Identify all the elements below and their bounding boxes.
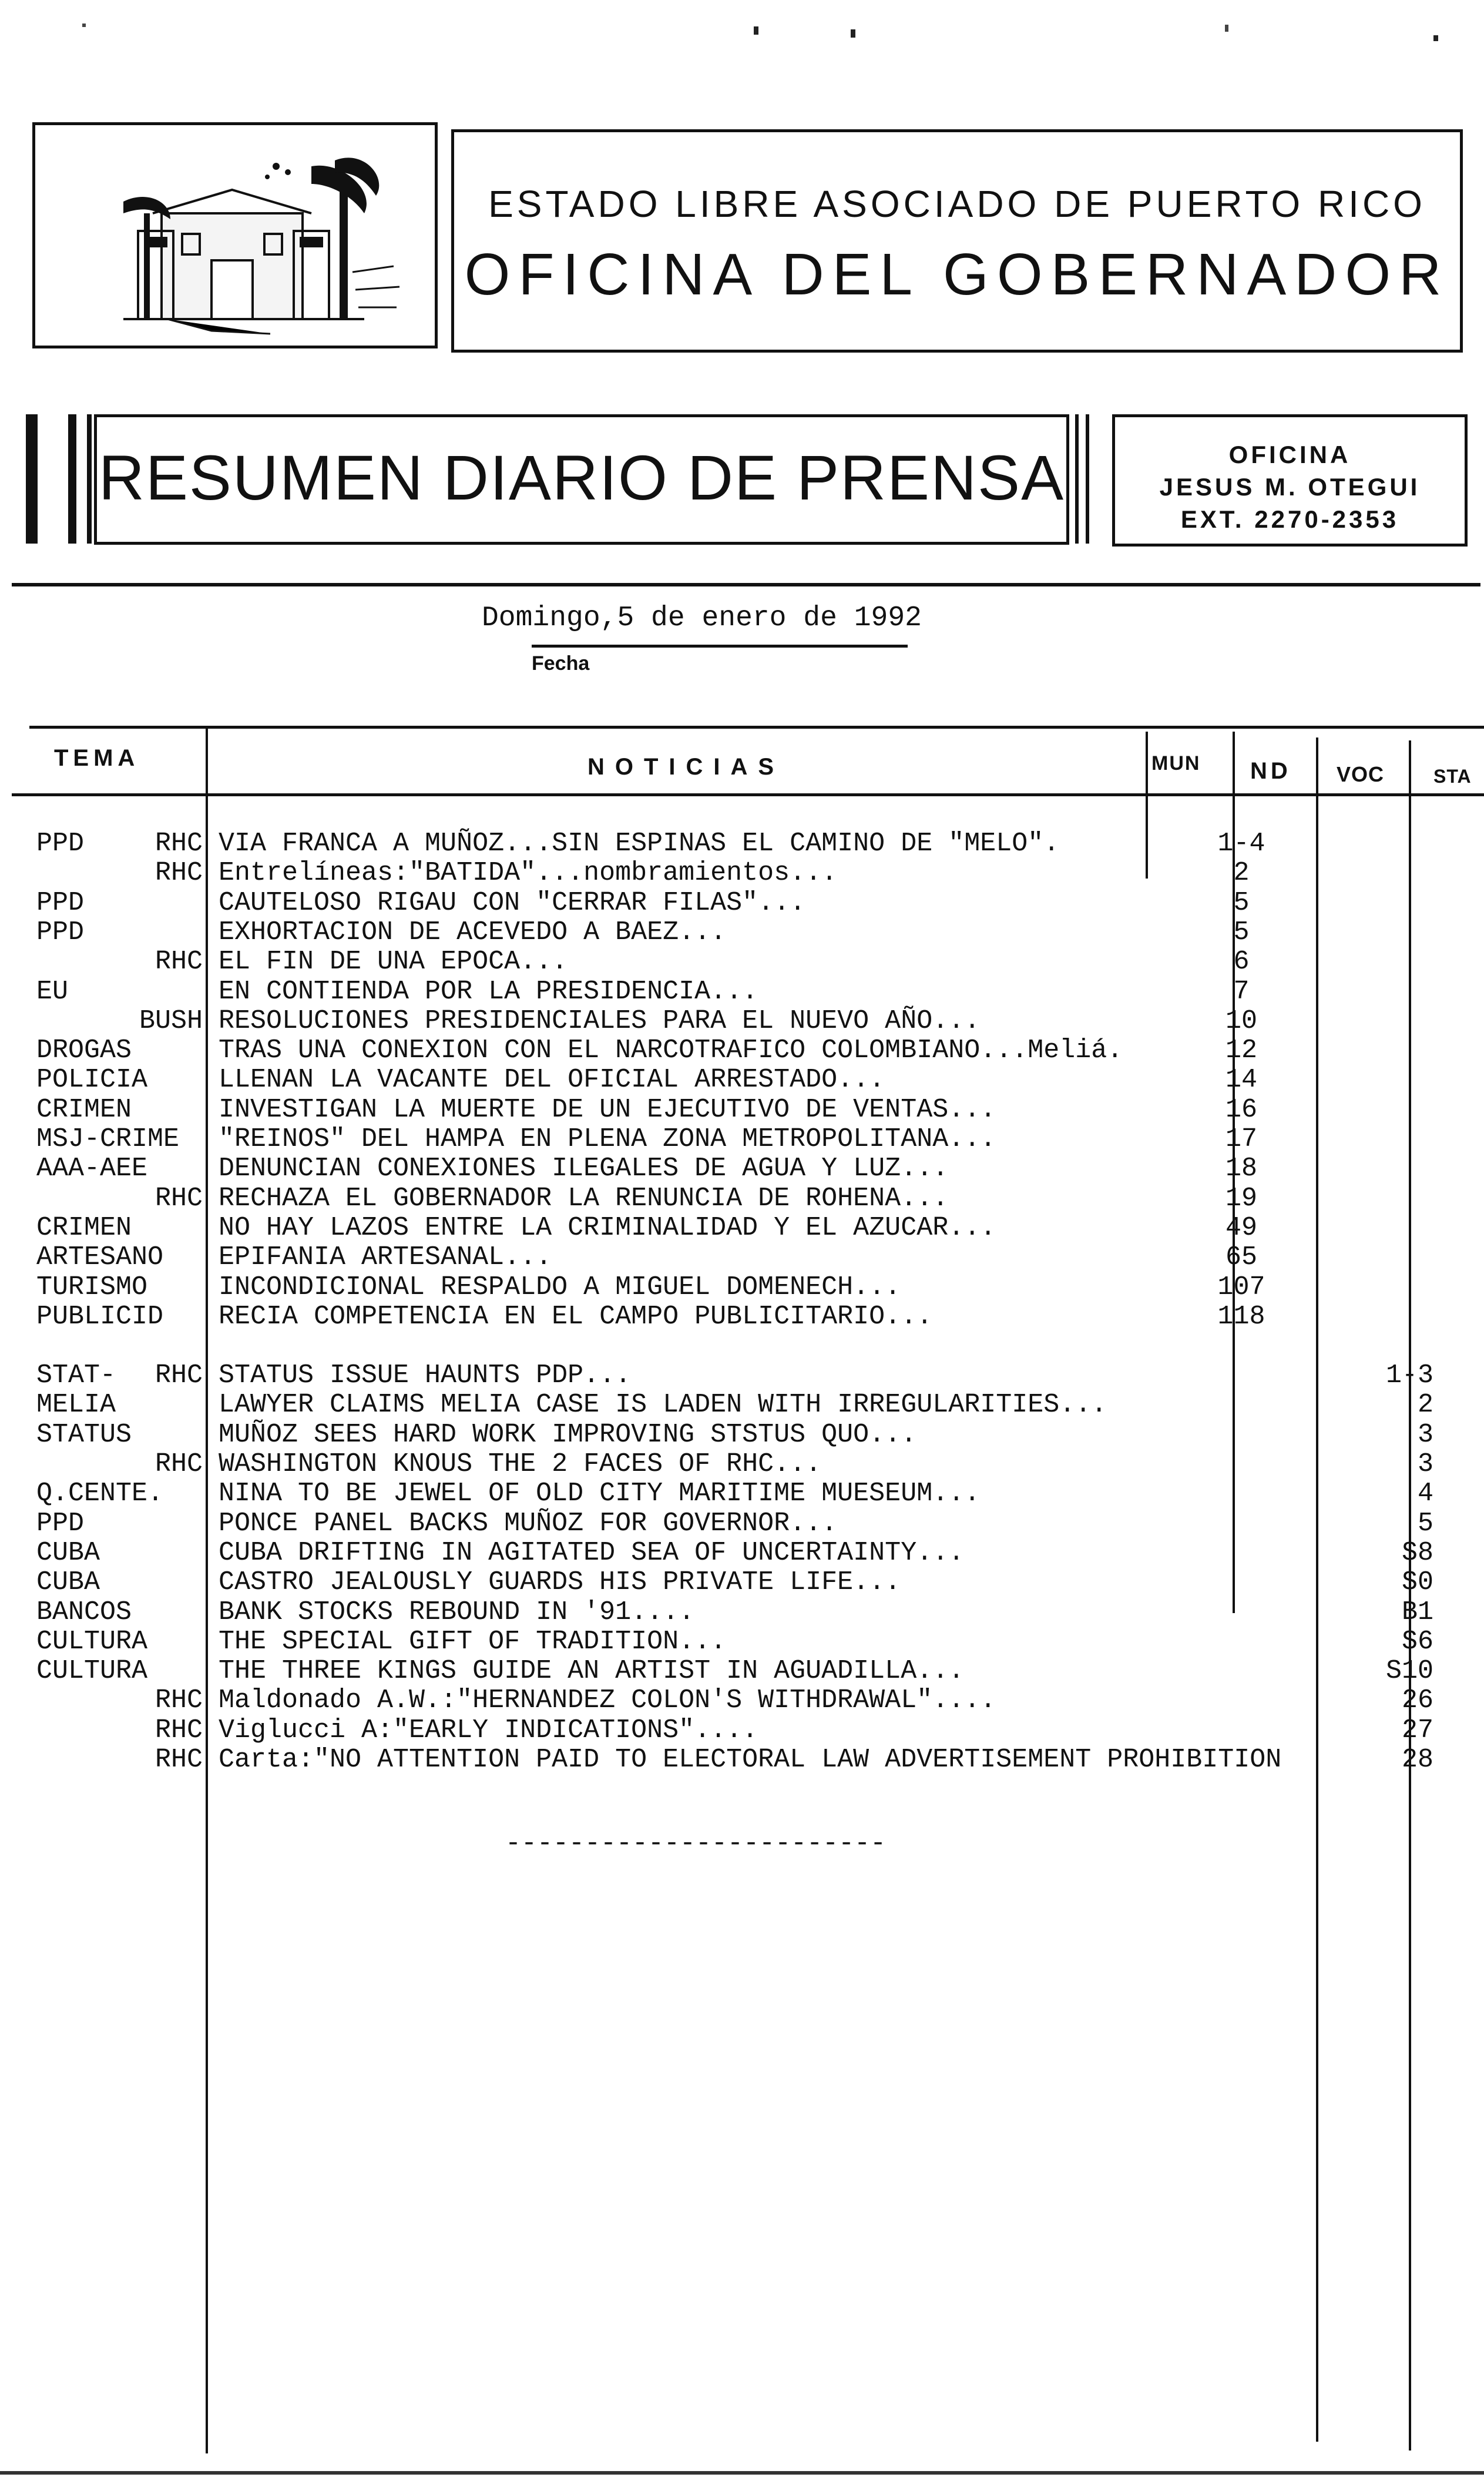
table-row (0, 1213, 1484, 1242)
table-top-rule (29, 726, 1484, 729)
table-row (0, 1567, 1484, 1597)
row-tag: RHC (155, 1685, 203, 1716)
row-tema: EU (36, 976, 69, 1007)
row-nd: 12 (1225, 1035, 1257, 1066)
row-title: THE SPECIAL GIFT OF TRADITION... (219, 1626, 727, 1657)
table-row (0, 1095, 1484, 1124)
row-tema: BANCOS (36, 1597, 132, 1627)
table-row (0, 1538, 1484, 1567)
table-row (0, 1449, 1484, 1479)
table-row (0, 1272, 1484, 1302)
table-row (0, 1597, 1484, 1627)
row-title: EN CONTIENDA POR LA PRESIDENCIA... (219, 976, 758, 1007)
row-title: INVESTIGAN LA MUERTE DE UN EJECUTIVO DE VENTAS... (219, 1094, 996, 1125)
row-tema: ARTESANO (36, 1242, 164, 1273)
row-tema: PUBLICID (36, 1301, 164, 1332)
row-voc: 1-3 (1385, 1360, 1433, 1391)
table-row (0, 1302, 1484, 1331)
row-tema: CRIMEN (36, 1212, 132, 1243)
row-title: CAUTELOSO RIGAU CON "CERRAR FILAS"... (219, 887, 806, 918)
row-tema: CULTURA (36, 1626, 148, 1657)
row-title: RESOLUCIONES PRESIDENCIALES PARA EL NUEVO AÑO... (219, 1005, 981, 1036)
contact-box (1112, 414, 1468, 547)
row-tag: RHC (155, 1183, 203, 1213)
table-row (0, 888, 1484, 917)
row-title: MUÑOZ SEES HARD WORK IMPROVING STSTUS QUO... (219, 1419, 917, 1450)
table-row (0, 829, 1484, 858)
row-tema: CULTURA (36, 1656, 148, 1687)
row-tag: RHC (155, 1449, 203, 1479)
table-row (0, 1124, 1484, 1154)
row-tag: RHC (155, 1745, 203, 1775)
row-tema: PPD (36, 917, 85, 947)
row-nd: 14 (1225, 1065, 1257, 1095)
row-title: Maldonado A.W.:"HERNANDEZ COLON'S WITHDRAWAL".... (219, 1685, 996, 1716)
contact-office: OFICINA (1228, 441, 1351, 468)
row-voc: B1 (1401, 1597, 1433, 1627)
banner-bars-left (26, 414, 102, 544)
row-voc: 4 (1417, 1479, 1433, 1509)
col-header-nd: ND (1250, 758, 1291, 784)
state-name: ESTADO LIBRE ASOCIADO DE PUERTO RICO (488, 183, 1426, 225)
contact-extension: EXT. 2270-2353 (1180, 505, 1399, 533)
row-title: DENUNCIAN CONEXIONES ILEGALES DE AGUA Y LUZ... (219, 1154, 949, 1184)
row-nd: 6 (1233, 947, 1250, 977)
table-row (0, 1360, 1484, 1390)
date-value: Domingo,5 de enero de 1992 (482, 602, 922, 634)
row-nd: 19 (1225, 1183, 1257, 1213)
row-tema: Q.CENTE. (36, 1479, 164, 1509)
row-title: Viglucci A:"EARLY INDICATIONS".... (219, 1715, 758, 1745)
table-row (0, 1715, 1484, 1745)
row-title: THE THREE KINGS GUIDE AN ARTIST IN AGUADILLA... (219, 1656, 965, 1687)
row-nd: 5 (1233, 887, 1250, 918)
table-header-rule (12, 793, 1484, 796)
row-title: EXHORTACION DE ACEVEDO A BAEZ... (219, 917, 727, 947)
row-voc: 27 (1401, 1715, 1433, 1745)
banner-bars-right (1075, 414, 1099, 544)
row-tag: RHC (155, 1715, 203, 1745)
publication-title: RESUMEN DIARIO DE PRENSA (98, 442, 1065, 513)
row-tema: PPD (36, 829, 85, 859)
row-nd: 18 (1225, 1154, 1257, 1184)
end-separator: ------------------------ (505, 1829, 887, 1859)
row-voc: 5 (1417, 1508, 1433, 1538)
row-nd: 118 (1217, 1301, 1265, 1332)
row-nd: 5 (1233, 917, 1250, 947)
contact-name: JESUS M. OTEGUI (1159, 473, 1421, 501)
row-nd: 107 (1217, 1272, 1265, 1302)
row-tema: CUBA (36, 1567, 100, 1598)
row-tema: STATUS (36, 1419, 132, 1450)
table-row (0, 1065, 1484, 1094)
row-tag: RHC (155, 829, 203, 859)
row-title: WASHINGTON KNOUS THE 2 FACES OF RHC... (219, 1449, 822, 1479)
row-title: LAWYER CLAIMS MELIA CASE IS LADEN WITH IRREGULARITIES... (219, 1390, 1107, 1420)
page-bottom-edge (0, 2471, 1484, 2475)
row-tema: PPD (36, 1508, 85, 1538)
table-row (0, 1656, 1484, 1685)
row-title: CUBA DRIFTING IN AGITATED SEA OF UNCERTAINTY... (219, 1537, 965, 1568)
office-name: OFICINA DEL GOBERNADOR (464, 242, 1450, 307)
table-row (0, 1627, 1484, 1656)
table-row (0, 1035, 1484, 1065)
table-row (0, 1390, 1484, 1419)
row-tema: AAA-AEE (36, 1154, 148, 1184)
row-title: RECHAZA EL GOBERNADOR LA RENUNCIA DE ROHENA... (219, 1183, 949, 1213)
logo-box (32, 122, 438, 348)
row-nd: 2 (1233, 858, 1250, 889)
row-nd: 10 (1225, 1005, 1257, 1036)
row-voc: 26 (1401, 1685, 1433, 1716)
table-row (0, 1154, 1484, 1183)
table-row (0, 1479, 1484, 1508)
table-row (0, 858, 1484, 887)
row-tema: TURISMO (36, 1272, 148, 1302)
row-title: Entrelíneas:"BATIDA"...nombramientos... (219, 858, 838, 889)
col-header-voc: VOC (1337, 762, 1385, 786)
title-box (451, 129, 1463, 353)
row-title: CASTRO JEALOUSLY GUARDS HIS PRIVATE LIFE... (219, 1567, 901, 1598)
row-title: EL FIN DE UNA EPOCA... (219, 947, 568, 977)
table-row (0, 1242, 1484, 1272)
row-tema: MELIA (36, 1390, 116, 1420)
table-row (0, 977, 1484, 1006)
row-voc: S0 (1401, 1567, 1433, 1598)
table-row (0, 1508, 1484, 1538)
row-tag: RHC (155, 947, 203, 977)
row-title: EPIFANIA ARTESANAL... (219, 1242, 552, 1273)
publication-banner (94, 414, 1069, 545)
row-voc: 3 (1417, 1449, 1433, 1479)
table-row (0, 1006, 1484, 1035)
page-speckles (0, 0, 1484, 118)
row-tema: CRIMEN (36, 1094, 132, 1125)
row-tema: CUBA (36, 1537, 100, 1568)
table-row (0, 1685, 1484, 1715)
row-voc: 28 (1401, 1745, 1433, 1775)
row-voc: 2 (1417, 1390, 1433, 1420)
row-title: PONCE PANEL BACKS MUÑOZ FOR GOVERNOR... (219, 1508, 838, 1538)
row-nd: 49 (1225, 1212, 1257, 1243)
table-row (0, 1745, 1484, 1774)
row-voc: 3 (1417, 1419, 1433, 1450)
row-title: VIA FRANCA A MUÑOZ...SIN ESPINAS EL CAMINO DE "MELO". (219, 829, 1060, 859)
row-title: RECIA COMPETENCIA EN EL CAMPO PUBLICITARIO... (219, 1301, 933, 1332)
table-row (0, 917, 1484, 947)
row-voc: S8 (1401, 1537, 1433, 1568)
row-nd: 65 (1225, 1242, 1257, 1273)
date-underline (532, 645, 908, 648)
row-title: NO HAY LAZOS ENTRE LA CRIMINALIDAD Y EL AZUCAR... (219, 1212, 996, 1243)
row-title: BANK STOCKS REBOUND IN '91.... (219, 1597, 695, 1627)
row-title: TRAS UNA CONEXION CON EL NARCOTRAFICO COLOMBIANO...Meliá. (219, 1035, 1123, 1066)
col-header-noticias: NOTICIAS (587, 754, 785, 780)
table-row (0, 947, 1484, 976)
row-title: Carta:"NO ATTENTION PAID TO ELECTORAL LAW ADVERTISEMENT PROHIBITION (219, 1745, 1282, 1775)
row-tag: BUSH (139, 1005, 203, 1036)
row-nd: 1-4 (1217, 829, 1265, 859)
row-tema: MSJ-CRIME (36, 1124, 180, 1154)
row-tag: RHC (155, 1360, 203, 1391)
row-tema: POLICIA (36, 1065, 148, 1095)
row-title: STATUS ISSUE HAUNTS PDP... (219, 1360, 632, 1391)
row-tema: DROGAS (36, 1035, 132, 1066)
row-tag: RHC (155, 858, 203, 889)
row-tema: PPD (36, 887, 85, 918)
col-header-mun: MUN (1151, 752, 1201, 775)
building-logo-icon (35, 125, 435, 346)
row-nd: 7 (1233, 976, 1250, 1007)
row-voc: S10 (1385, 1656, 1433, 1687)
table-row (0, 1420, 1484, 1449)
date-label: Fecha (532, 652, 590, 675)
row-title: NINA TO BE JEWEL OF OLD CITY MARITIME MUESEUM... (219, 1479, 981, 1509)
header-rule (12, 583, 1480, 586)
row-title: INCONDICIONAL RESPALDO A MIGUEL DOMENECH... (219, 1272, 901, 1302)
row-voc: S6 (1401, 1626, 1433, 1657)
col-header-sta: STA (1433, 766, 1472, 787)
row-nd: 16 (1225, 1094, 1257, 1125)
row-title: "REINOS" DEL HAMPA EN PLENA ZONA METROPOLITANA... (219, 1124, 996, 1154)
col-header-tema: TEMA (54, 745, 140, 771)
row-tema: STAT- (36, 1360, 116, 1391)
table-row (0, 1184, 1484, 1213)
row-nd: 17 (1225, 1124, 1257, 1154)
row-title: LLENAN LA VACANTE DEL OFICIAL ARRESTADO... (219, 1065, 885, 1095)
